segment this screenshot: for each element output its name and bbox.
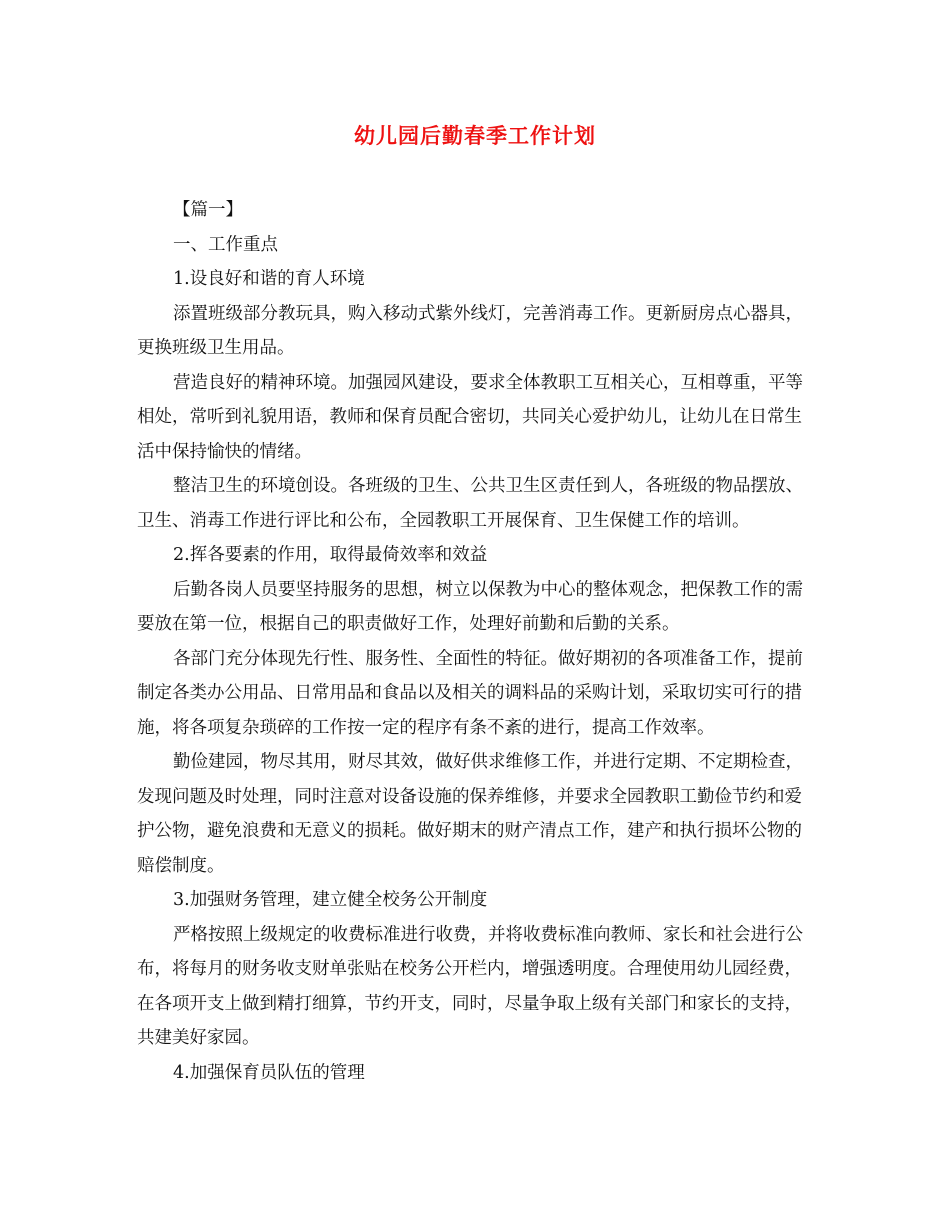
paragraph: 各部门充分体现先行性、服务性、全面性的特征。做好期初的各项准备工作，提前制定各类办公用品、日常用品和食品以及相关的调料品的采购计划，采取切实可行的措施，将各项复杂琐碎的工作按一定的程序有条不紊的进行，提高工作效率。 bbox=[137, 648, 803, 738]
section-label: 【篇一】 bbox=[173, 200, 243, 220]
paragraph: 营造良好的精神环境。加强园风建设，要求全体教职工互相关心，互相尊重，平等相处，常听到礼貌用语，教师和保育员配合密切，共同关心爱护幼儿，让幼儿在日常生活中保持愉快的情绪。 bbox=[137, 372, 803, 462]
paragraph: 添置班级部分教玩具，购入移动式紫外线灯，完善消毒工作。更新厨房点心器具，更换班级卫生用品。 bbox=[137, 303, 803, 358]
item-1-heading: 1.设良好和谐的育人环境 bbox=[173, 269, 365, 289]
item-2-heading: 2.挥各要素的作用，取得最倚效率和效益 bbox=[173, 545, 488, 565]
paragraph: 后勤各岗人员要坚持服务的思想，树立以保教为中心的整体观念，把保教工作的需要放在第一位，根据自己的职责做好工作，处理好前勤和后勤的关系。 bbox=[137, 579, 803, 634]
paragraph: 整洁卫生的环境创设。各班级的卫生、公共卫生区责任到人，各班级的物品摆放、卫生、消毒工作进行评比和公布，全园教职工开展保育、卫生保健工作的培训。 bbox=[137, 476, 803, 531]
document-body bbox=[137, 193, 817, 1090]
paragraph: 严格按照上级规定的收费标准进行收费，并将收费标准向教师、家长和社会进行公布，将每月的财务收支财单张贴在校务公开栏内，增强透明度。合理使用幼儿园经费，在各项开支上做到精打细算，节约开支，同时，尽量争取上级有关部门和家长的支持，共建美好家园。 bbox=[137, 924, 803, 1048]
item-4-heading: 4.加强保育员队伍的管理 bbox=[173, 1062, 365, 1083]
item-3-heading: 3.加强财务管理，建立健全校务公开制度 bbox=[173, 890, 488, 910]
heading-work-focus: 一、工作重点 bbox=[173, 234, 278, 255]
paragraph: 勤俭建园，物尽其用，财尽其效，做好供求维修工作，并进行定期、不定期检查，发现问题及时处理，同时注意对设备设施的保养维修，并要求全园教职工勤俭节约和爱护公物，避免浪费和无意义的损耗。做好期末的财产清点工作，建产和执行损坏公物的赔偿制度。 bbox=[137, 752, 803, 876]
document-title: 幼儿园后勤春季工作计划 bbox=[354, 123, 596, 148]
